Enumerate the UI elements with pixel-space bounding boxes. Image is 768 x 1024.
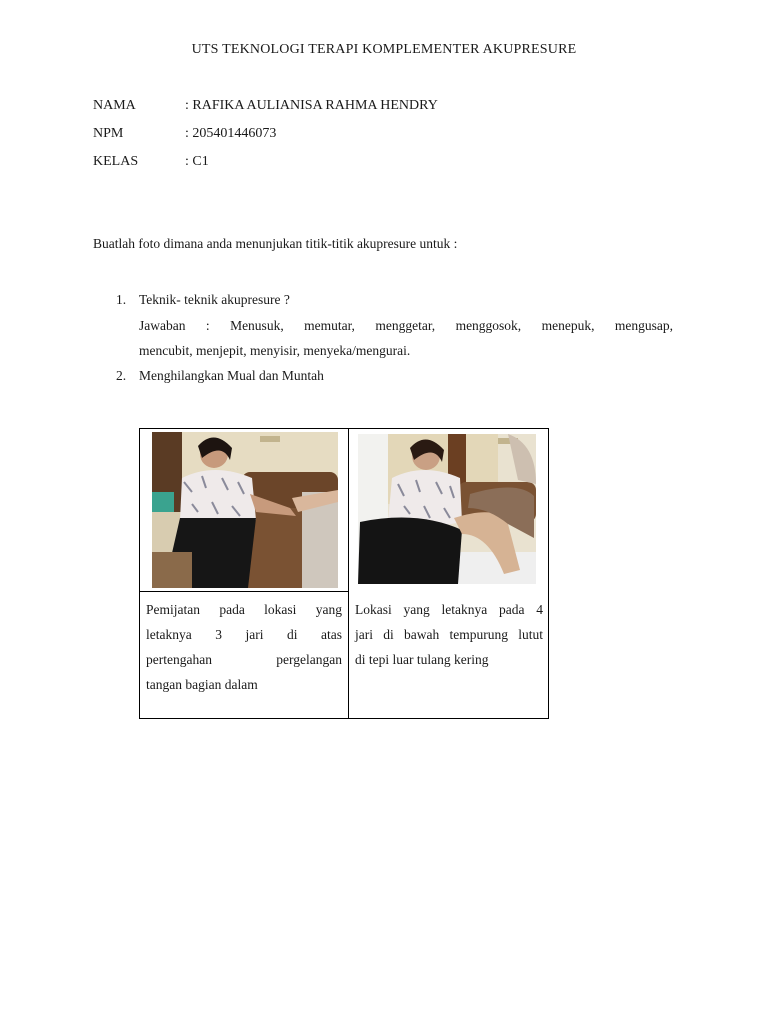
question-1-number: 1.	[116, 292, 127, 307]
caption-wrist-line-4: tangan bagian dalam	[146, 677, 258, 692]
photo-wrist-acupressure	[152, 432, 338, 588]
name-row	[93, 96, 438, 116]
photo-knee-acupressure	[358, 434, 536, 584]
npm-row	[93, 124, 276, 144]
class-value: : C1	[185, 154, 209, 169]
npm-label: NPM	[93, 126, 124, 141]
caption-knee-line-2: jari di bawah tempurung lutut	[355, 627, 543, 642]
wrist-photo-illustration	[152, 432, 338, 588]
question-2-text: Menghilangkan Mual dan Muntah	[139, 368, 324, 383]
answer-line-1: Jawaban : Menusuk, memutar, menggetar, menggosok, menepuk, mengusap,	[139, 318, 673, 333]
caption-knee	[355, 597, 543, 672]
question-1-text: Teknik- teknik akupresure ?	[139, 292, 290, 307]
caption-wrist-line-2: letaknya 3 jari di atas	[146, 627, 342, 642]
caption-wrist-line-3: pertengahan pergelangan	[146, 652, 342, 667]
table-column-divider	[348, 429, 349, 718]
name-value: : RAFIKA AULIANISA RAHMA HENDRY	[185, 98, 438, 113]
knee-photo-illustration	[358, 434, 536, 584]
caption-knee-line-1: Lokasi yang letaknya pada 4	[355, 602, 543, 617]
caption-wrist	[146, 597, 342, 697]
table-row-divider-left	[140, 591, 348, 592]
instruction-text: Buatlah foto dimana anda menunjukan titik-titik akupresure untuk :	[93, 236, 458, 251]
name-label: NAMA	[93, 98, 136, 113]
answer-line-2: mencubit, menjepit, menyisir, menyeka/mengurai.	[139, 343, 411, 358]
page-title: UTS TEKNOLOGI TERAPI KOMPLEMENTER AKUPRESURE	[191, 42, 577, 57]
class-row	[93, 152, 209, 172]
class-label: KELAS	[93, 154, 139, 169]
npm-value: : 205401446073	[185, 126, 277, 141]
caption-wrist-line-1: Pemijatan pada lokasi yang	[146, 602, 342, 617]
answer-table	[139, 428, 549, 719]
question-2-number: 2.	[116, 368, 127, 383]
caption-knee-line-3: di tepi luar tulang kering	[355, 652, 489, 667]
